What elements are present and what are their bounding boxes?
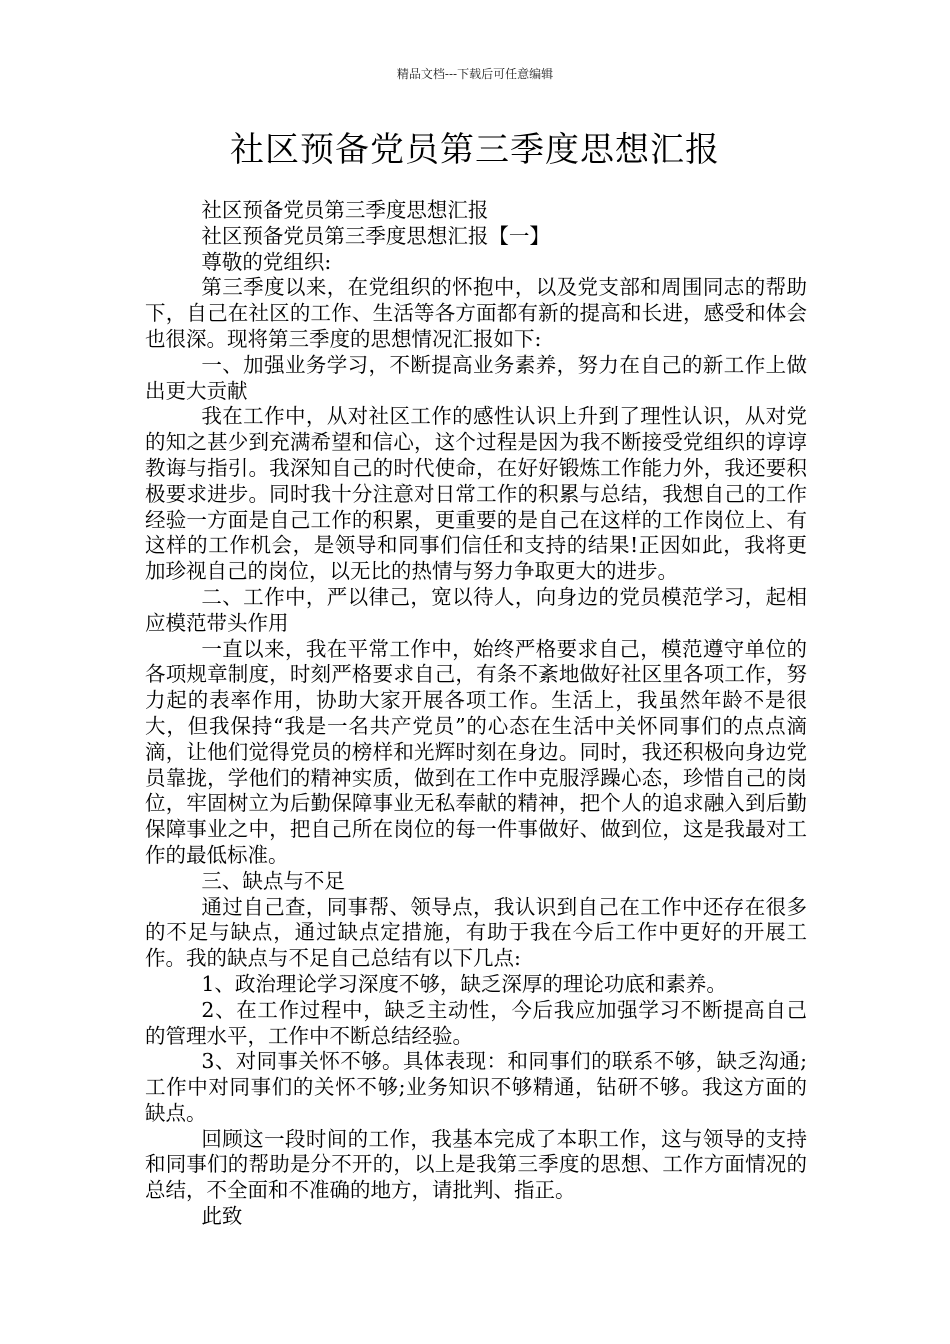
paragraph: 回顾这一段时间的工作，我基本完成了本职工作，这与领导的支持和同事们的帮助是分不开的，以上是我第三季度的思想、工作方面情况的总结，不全面和不准确的地方，请批判、指正。 [145, 1126, 807, 1203]
header-note: 精品文档---下载后可任意编辑 [396, 67, 554, 81]
subtitle-line: 社区预备党员第三季度思想汇报 [201, 198, 489, 222]
list-item: 1、政治理论学习深度不够，缺乏深厚的理论功底和素养。 [201, 971, 727, 996]
list-item: 2、在工作过程中，缺乏主动性，今后我应加强学习不断提高自己的管理水平，工作中不断总结经验。 [145, 997, 807, 1048]
point-heading-1: 一、加强业务学习，不断提高业务素养，努力在自己的新工作上做出更大贡献 [145, 352, 807, 403]
paragraph: 通过自己查，同事帮、领导点，我认识到自己在工作中还存在很多的不足与缺点，通过缺点定措施，有助于我在今后工作中更好的开展工作。我的缺点与不足自己总结有以下几点: [145, 894, 807, 971]
paragraph: 第三季度以来，在党组织的怀抱中，以及党支部和周围同志的帮助下，自己在社区的工作、生活等各方面都有新的提高和长进，感受和体会也很深。现将第三季度的思想情况汇报如下: [145, 275, 807, 351]
point-heading-3: 三、缺点与不足 [201, 868, 345, 893]
list-item: 3、对同事关怀不够。具体表现：和同事们的联系不够，缺乏沟通;工作中对同事们的关怀不够;业务知识不够精通，钻研不够。我这方面的缺点。 [145, 1049, 807, 1125]
section-heading-one: 社区预备党员第三季度思想汇报【一】 [201, 223, 550, 248]
paragraph: 一直以来，我在平常工作中，始终严格要求自己，模范遵守单位的各项规章制度，时刻严格要求自己，有条不紊地做好社区里各项工作，努力起的表率作用，协助大家开展各项工作。生活上，我虽然年龄不是很大，但我保持“我是一名共产党员”的心态在生活中关怀同事们的点点滴滴，让他们觉得党员的榜样和光辉时刻在身边。同时，我还积极向身边党员靠拢，学他们的精神实质，做到在工作中克服浮躁心态，珍惜自己的岗位，牢固树立为后勤保障事业无私奉献的精神，把个人的追求融入到后勤保障事业之中，把自己所在岗位的每一件事做好、做到位，这是我最对工作的最低标准。 [145, 636, 807, 867]
closing-line: 此致 [201, 1204, 243, 1229]
salutation: 尊敬的党组织: [201, 249, 332, 274]
document-body [145, 198, 807, 1230]
document-title: 社区预备党员第三季度思想汇报 [230, 130, 720, 170]
point-heading-2: 二、工作中，严以律己，宽以待人，向身边的党员模范学习，起相应模范带头作用 [145, 584, 807, 635]
paragraph: 我在工作中，从对社区工作的感性认识上升到了理性认识，从对党的知之甚少到充满希望和信心，这个过程是因为我不断接受党组织的谆谆教诲与指引。我深知自己的时代使命，在好好锻炼工作能力外，我还要积极要求进步。同时我十分注意对日常工作的积累与总结，我想自己的工作经验一方面是自己工作的积累，更重要的是自己在这样的工作岗位上、有这样的工作机会，是领导和同事们信任和支持的结果!正因如此，我将更加珍视自己的岗位，以无比的热情与努力争取更大的进步。 [145, 404, 807, 584]
